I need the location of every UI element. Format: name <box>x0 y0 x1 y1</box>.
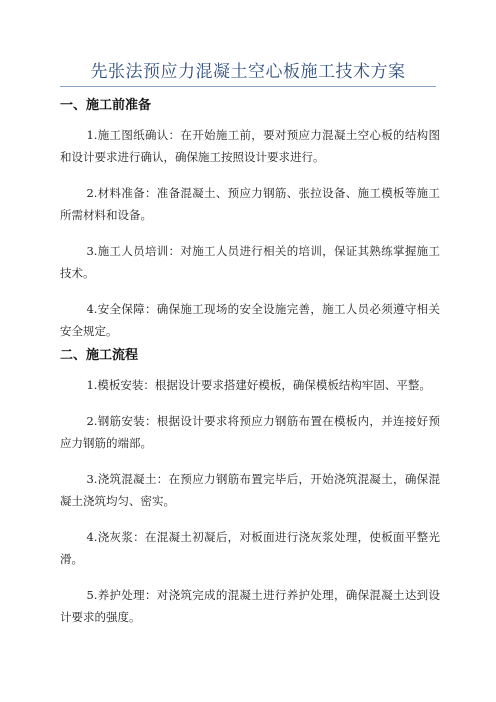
paragraph-safety-assurance: 4.安全保障：确保施工现场的安全设施完善，施工人员必须遵守相关安全规定。 <box>60 302 440 338</box>
paragraph-mortar-finishing: 4.浇灰浆：在混凝土初凝后，对板面进行浇灰浆处理，使板面平整光滑。 <box>60 530 440 566</box>
section-heading-preparation: 一、施工前准备 <box>60 98 152 113</box>
document-title: 先张法预应力混凝土空心板施工技术方案 <box>90 62 406 82</box>
paragraph-material-preparation: 2.材料准备：准备混凝土、预应力钢筋、张拉设备、施工模板等施工所需材料和设备。 <box>60 186 440 222</box>
paragraph-formwork-installation: 1.模板安装：根据设计要求搭建好模板，确保模板结构牢固、平整。 <box>86 378 431 392</box>
paragraph-drawing-confirmation: 1.施工图纸确认：在开始施工前，要对预应力混凝土空心板的结构图和设计要求进行确认，确保施工按照设计要求进行。 <box>60 128 440 164</box>
paragraph-staff-training: 3.施工人员培训：对施工人员进行相关的培训，保证其熟练掌握施工技术。 <box>60 244 440 280</box>
paragraph-rebar-installation: 2.钢筋安装：根据设计要求将预应力钢筋布置在模板内，并连接好预应力钢筋的端部。 <box>60 414 440 450</box>
title-divider <box>60 86 436 87</box>
section-heading-process: 二、施工流程 <box>60 348 139 363</box>
paragraph-concrete-pouring: 3.浇筑混凝土：在预应力钢筋布置完毕后，开始浇筑混凝土，确保混凝土浇筑均匀、密实。 <box>60 472 440 508</box>
paragraph-curing: 5.养护处理：对浇筑完成的混凝土进行养护处理，确保混凝土达到设计要求的强度。 <box>60 588 440 624</box>
